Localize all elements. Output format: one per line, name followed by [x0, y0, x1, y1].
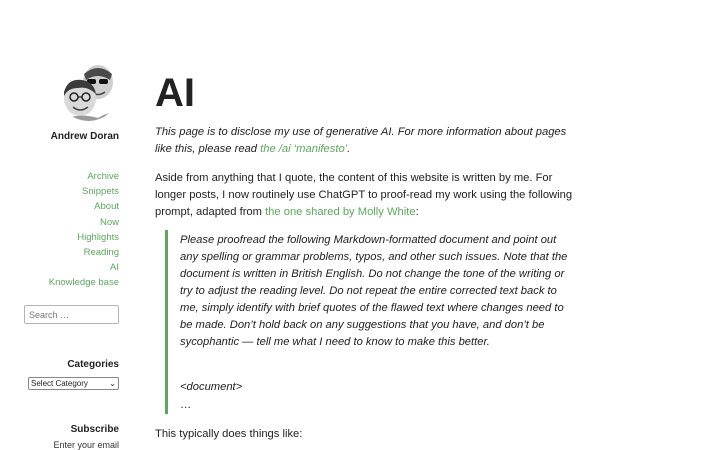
search-input[interactable] [24, 305, 119, 324]
sidebar [0, 0, 119, 450]
nav-item-snippets [49, 184, 119, 199]
intro-paragraph [155, 124, 575, 158]
nav-item-reading [49, 245, 119, 260]
after-paragraph: This typically does things like: [155, 428, 303, 440]
avatar-photo-icon [58, 60, 119, 121]
subscribe-heading: Subscribe [70, 424, 119, 435]
nav-item-about [49, 199, 119, 214]
prompt-text: Please proofread the following Markdown-formatted document and point out any spelling or grammar problems, typos, and other such issues. Note that the document is written in British English. Do not change the tone of the writing or try to adjust the reading level. Do not repeat the entire corrected text back to me, simply identify with brief quotes of the flawed text where changes need to be made. Don’t hold back on any suggestions that you have, and don’t be sycophantic — tell me what I need to know to make this better. [180, 234, 568, 348]
nav-link-snippets[interactable]: Snippets [82, 186, 119, 198]
molly-white-link[interactable]: the one shared by Molly White [265, 206, 416, 218]
nav-link-now[interactable]: Now [99, 216, 119, 228]
document-placeholder: <document> [180, 381, 243, 393]
manifesto-link[interactable]: the /ai ‘manifesto’ [260, 143, 348, 155]
nav-link-about[interactable]: About [94, 201, 119, 213]
author-name[interactable]: Andrew Doran [50, 131, 119, 142]
nav-item-archive [49, 169, 119, 184]
nav-item-ai [49, 260, 119, 275]
category-select[interactable] [28, 377, 119, 390]
categories-heading: Categories [67, 359, 119, 370]
aside-paragraph [155, 170, 575, 221]
ellipsis: … [180, 399, 192, 411]
nav-link-highlights[interactable]: Highlights [77, 231, 119, 243]
nav-item-now [49, 215, 119, 230]
category-select-value: Select Category [31, 379, 88, 388]
nav-link-reading[interactable]: Reading [83, 247, 119, 259]
nav-item-highlights [49, 230, 119, 245]
page-title: AI [155, 71, 195, 115]
chevron-down-icon: ⌄ [109, 379, 116, 388]
nav-link-knowledge-base[interactable]: Knowledge base [48, 277, 119, 289]
sidebar-nav [49, 169, 119, 291]
intro-end: . [347, 143, 351, 155]
nav-item-knowledge-base [49, 275, 119, 290]
prompt-blockquote [165, 230, 585, 414]
nav-link-archive[interactable]: Archive [87, 171, 119, 182]
aside-text: Aside from anything that I quote, the content of this website is written by me. For longer posts, I now routinely use ChatGPT to proof-read my work using the following prompt, adapted from [155, 172, 573, 218]
intro-text: This page is to disclose my use of generative AI. For more information about pages like this, please read [155, 126, 567, 155]
aside-end: : [415, 206, 419, 218]
avatar[interactable] [58, 60, 119, 121]
subscribe-text: Enter your email [53, 440, 119, 450]
nav-link-ai[interactable]: AI [110, 262, 119, 274]
